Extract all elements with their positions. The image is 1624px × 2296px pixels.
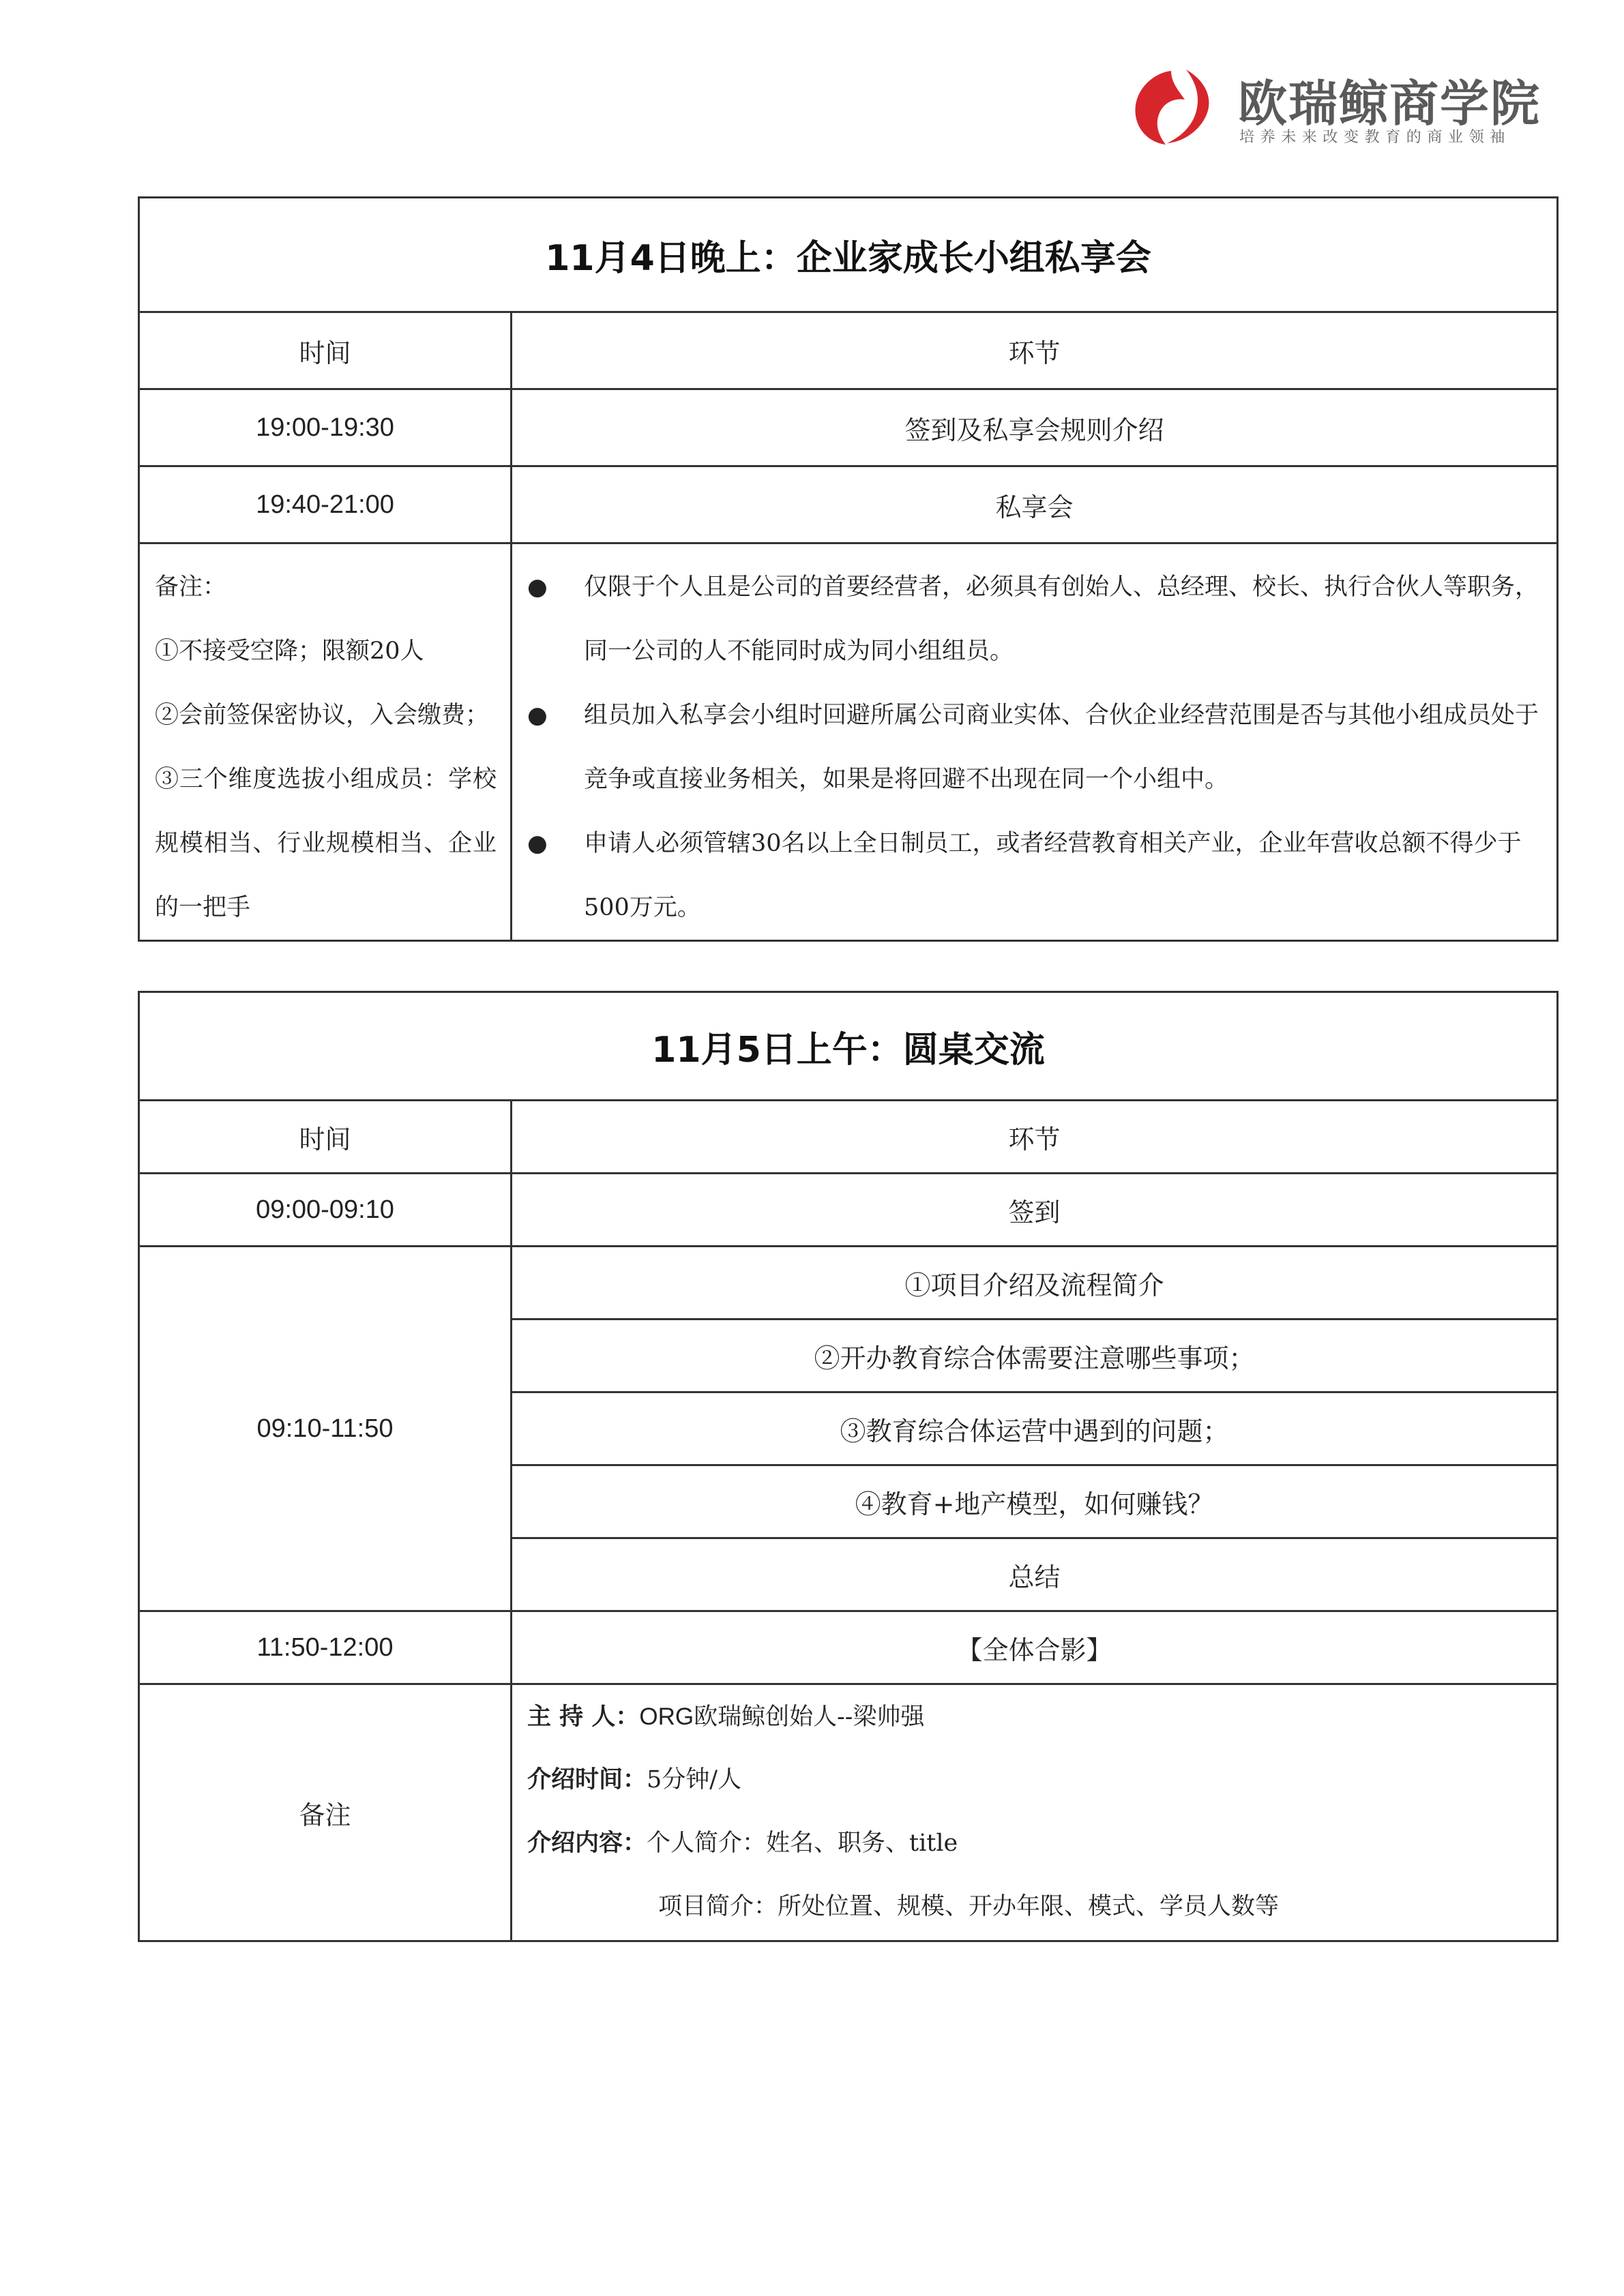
brand-name: 欧瑞鲸商学院	[1238, 74, 1541, 132]
duration-label: 介绍时间：	[527, 1766, 647, 1793]
session-1-table	[138, 196, 1559, 942]
session-2-table	[138, 991, 1559, 1942]
content-line	[527, 1812, 1541, 1875]
bullet-icon: ●	[527, 573, 548, 601]
item-header: 环节	[512, 1101, 1558, 1174]
bullet-icon: ●	[527, 830, 548, 857]
host-info-cell	[512, 1684, 1558, 1941]
item-cell: ④教育+地产模型，如何赚钱？	[512, 1465, 1558, 1538]
notes-line: ②会前签保密协议，入会缴费；	[155, 702, 490, 729]
item-cell: ①项目介绍及流程简介	[512, 1247, 1558, 1320]
time-cell: 09:00-09:10	[139, 1174, 512, 1247]
whale-logo-icon	[1129, 65, 1217, 147]
bullet-icon: ●	[527, 702, 548, 729]
content-value: 个人简介：姓名、职务、title	[647, 1830, 958, 1857]
content-label: 介绍内容：	[527, 1830, 647, 1857]
notes-line: ①不接受空降；限额20人	[155, 638, 424, 665]
note-text: 组员加入私享会小组时回避所属公司商业实体、合伙企业经营范围是否与其他小组成员处于竞争或直接业务相关，如果是将回避不出现在同一个小组中。	[584, 702, 1539, 793]
brand-header	[1129, 63, 1552, 151]
note-text: 申请人必须管辖30名以上全日制员工，或者经营教育相关产业，企业年营收总额不得少于500万元。	[584, 830, 1522, 921]
host-value: ORG欧瑞鲸创始人--梁帅强	[639, 1703, 925, 1730]
table-row	[139, 1247, 1558, 1320]
time-header: 时间	[139, 312, 512, 389]
item-header: 环节	[512, 312, 1558, 389]
time-cell: 19:00-19:30	[139, 389, 512, 466]
table-row	[139, 466, 1558, 543]
notes-left-cell	[139, 543, 512, 941]
time-cell: 19:40-21:00	[139, 466, 512, 543]
table-row	[139, 389, 1558, 466]
notes-line: 备注：	[155, 573, 227, 601]
time-header: 时间	[139, 1101, 512, 1174]
project-value: 项目简介：所处位置、规模、开办年限、模式、学员人数等	[658, 1893, 1280, 1920]
item-cell: ②开办教育综合体需要注意哪些事项；	[512, 1320, 1558, 1392]
host-line	[527, 1685, 1541, 1748]
time-cell: 09:10-11:50	[139, 1247, 512, 1611]
item-cell: 私享会	[512, 466, 1558, 543]
item-cell: ③教育综合体运营中遇到的问题；	[512, 1392, 1558, 1465]
host-label: 主 持 人：	[527, 1703, 640, 1731]
duration-value: 5分钟/人	[647, 1766, 742, 1793]
session-2-title: 11月5日上午：圆桌交流	[139, 992, 1558, 1101]
note-bullet-item	[527, 811, 1543, 940]
item-cell: 签到及私享会规则介绍	[512, 389, 1558, 466]
notes-label: 备注	[139, 1684, 512, 1941]
note-bullet-item	[527, 555, 1543, 683]
brand-slogan: 培养未来改变教育的商业领袖	[1239, 129, 1511, 146]
item-cell: 总结	[512, 1538, 1558, 1611]
time-cell: 11:50-12:00	[139, 1611, 512, 1684]
note-text: 仅限于个人且是公司的首要经营者，必须具有创始人、总经理、校长、执行合伙人等职务，同一公司的人不能同时成为同小组组员。	[584, 573, 1539, 665]
table-row	[139, 1174, 1558, 1247]
notes-right-cell	[512, 543, 1558, 941]
item-cell: 【全体合影】	[512, 1611, 1558, 1684]
project-line	[527, 1875, 1541, 1939]
note-bullet-item	[527, 683, 1543, 811]
table-row	[139, 1611, 1558, 1684]
duration-line	[527, 1748, 1541, 1812]
session-1-title: 11月4日晚上：企业家成长小组私享会	[139, 198, 1558, 312]
item-cell: 签到	[512, 1174, 1558, 1247]
notes-line: ③三个维度选拔小组成员：学校规模相当、行业规模相当、企业的一把手	[155, 766, 497, 921]
